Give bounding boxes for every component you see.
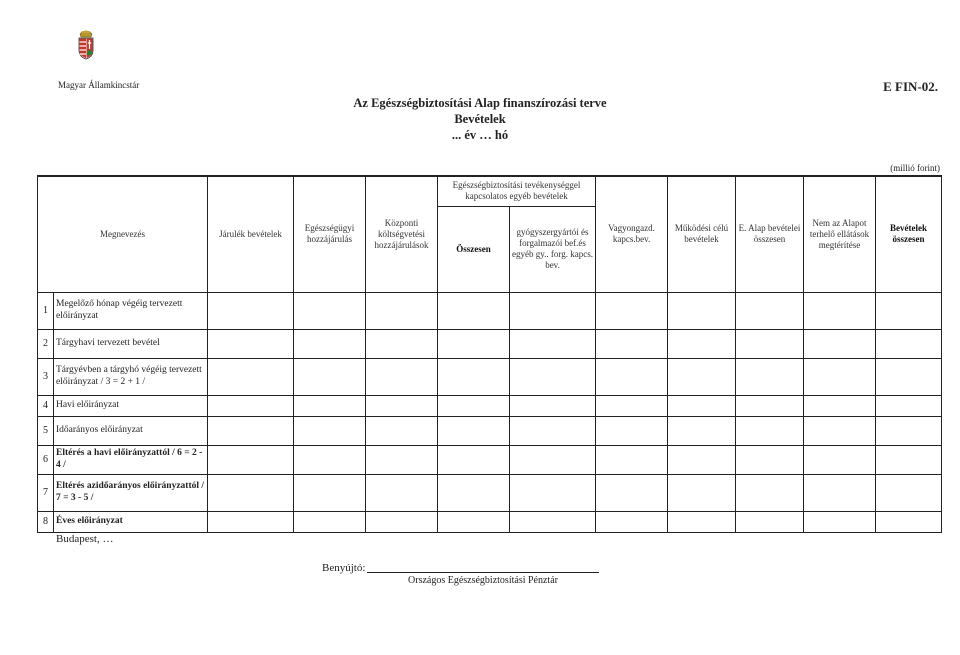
data-cell[interactable] — [510, 358, 596, 395]
data-cell[interactable] — [294, 416, 366, 445]
data-cell[interactable] — [596, 445, 668, 474]
data-cell[interactable] — [438, 416, 510, 445]
col-header-operating: Működési célú bevételek — [668, 176, 736, 292]
data-cell[interactable] — [294, 511, 366, 532]
data-cell[interactable] — [366, 511, 438, 532]
row-label: Eltérés azidőarányos előirányzattól / 7 = 3 - 5 / — [54, 474, 208, 511]
data-cell[interactable] — [208, 329, 294, 358]
data-cell[interactable] — [294, 445, 366, 474]
table-row — [38, 474, 942, 511]
page-title: Az Egészségbiztosítási Alap finanszírozási terve — [353, 96, 607, 110]
table-row — [38, 395, 942, 416]
data-cell[interactable] — [208, 474, 294, 511]
data-cell[interactable] — [294, 395, 366, 416]
data-cell[interactable] — [366, 395, 438, 416]
data-cell[interactable] — [510, 445, 596, 474]
data-cell[interactable] — [596, 511, 668, 532]
data-cell[interactable] — [736, 474, 804, 511]
data-cell[interactable] — [510, 329, 596, 358]
data-cell[interactable] — [804, 445, 876, 474]
data-cell[interactable] — [366, 474, 438, 511]
data-cell[interactable] — [736, 445, 804, 474]
data-cell[interactable] — [208, 358, 294, 395]
revenue-table — [37, 175, 942, 533]
data-cell[interactable] — [366, 292, 438, 329]
col-header-pharma: gyógyszergyártói és forgalmazói bef.és egyéb gy.. forg. kapcs. bev. — [510, 206, 596, 292]
row-label: Havi előirányzat — [54, 395, 208, 416]
period-line: ... év … hó — [451, 128, 509, 142]
data-cell[interactable] — [596, 292, 668, 329]
form-code: E FIN-02. — [883, 79, 938, 94]
data-cell[interactable] — [366, 358, 438, 395]
data-cell[interactable] — [438, 511, 510, 532]
data-cell[interactable] — [876, 329, 942, 358]
col-header-fund-total: E. Alap bevételei összesen — [736, 176, 804, 292]
data-cell[interactable] — [208, 395, 294, 416]
data-cell[interactable] — [736, 395, 804, 416]
row-number: 1 — [38, 292, 54, 329]
data-cell[interactable] — [668, 329, 736, 358]
col-header-contributions: Járulék bevételek — [208, 176, 294, 292]
data-cell[interactable] — [366, 445, 438, 474]
col-header-other-revenue-group: Egészségbiztosítási tevékenységgel kapcsolatos egyéb bevételek — [438, 176, 596, 206]
row-number: 8 — [38, 511, 54, 532]
data-cell[interactable] — [668, 445, 736, 474]
col-header-non-fund: Nem az Alapot terhelő ellátások megtérítése — [804, 176, 876, 292]
data-cell[interactable] — [294, 329, 366, 358]
data-cell[interactable] — [510, 395, 596, 416]
row-label: Tárgyhavi tervezett bevétel — [54, 329, 208, 358]
data-cell[interactable] — [876, 445, 942, 474]
table-row — [38, 511, 942, 532]
col-header-central-budget: Központi költségvetési hozzájárulások — [366, 176, 438, 292]
data-cell[interactable] — [804, 511, 876, 532]
data-cell[interactable] — [668, 358, 736, 395]
data-cell[interactable] — [208, 511, 294, 532]
organization-name: Országos Egészségbiztosítási Pénztár — [408, 575, 558, 586]
hungarian-coat-of-arms-icon — [76, 28, 96, 60]
row-number: 3 — [38, 358, 54, 395]
data-cell[interactable] — [876, 474, 942, 511]
data-cell[interactable] — [294, 474, 366, 511]
data-cell[interactable] — [510, 416, 596, 445]
data-cell[interactable] — [438, 445, 510, 474]
data-cell[interactable] — [736, 292, 804, 329]
data-cell[interactable] — [804, 416, 876, 445]
data-cell[interactable] — [510, 292, 596, 329]
data-cell[interactable] — [208, 416, 294, 445]
row-number: 4 — [38, 395, 54, 416]
data-cell[interactable] — [294, 292, 366, 329]
col-header-group-total: Összesen — [438, 206, 510, 292]
data-cell[interactable] — [438, 329, 510, 358]
data-cell[interactable] — [596, 358, 668, 395]
data-cell[interactable] — [510, 474, 596, 511]
row-number: 5 — [38, 416, 54, 445]
signature-line — [367, 572, 599, 573]
table-row — [38, 416, 942, 445]
col-header-name: Megnevezés — [38, 176, 208, 292]
data-cell[interactable] — [208, 292, 294, 329]
data-cell[interactable] — [736, 358, 804, 395]
data-cell[interactable] — [668, 511, 736, 532]
data-cell[interactable] — [438, 358, 510, 395]
data-cell[interactable] — [294, 358, 366, 395]
place-date: Budapest, … — [56, 533, 114, 545]
table-row — [38, 329, 942, 358]
row-number: 6 — [38, 445, 54, 474]
data-cell[interactable] — [366, 416, 438, 445]
data-cell[interactable] — [438, 292, 510, 329]
data-cell[interactable] — [438, 395, 510, 416]
table-row — [38, 292, 942, 329]
data-cell[interactable] — [804, 474, 876, 511]
data-cell[interactable] — [596, 395, 668, 416]
data-cell[interactable] — [438, 474, 510, 511]
table-row — [38, 445, 942, 474]
col-header-property: Vagyongazd. kapcs.bev. — [596, 176, 668, 292]
treasury-name: Magyar Államkincstár — [58, 80, 140, 90]
row-number: 7 — [38, 474, 54, 511]
col-header-health-contribution: Egészségügyi hozzájárulás — [294, 176, 366, 292]
data-cell[interactable] — [668, 292, 736, 329]
data-cell[interactable] — [596, 416, 668, 445]
row-label: Eltérés a havi előirányzattól / 6 = 2 - 4 / — [54, 445, 208, 474]
data-cell[interactable] — [804, 329, 876, 358]
row-label: Éves előirányzat — [54, 511, 208, 532]
data-cell[interactable] — [804, 292, 876, 329]
data-cell[interactable] — [804, 358, 876, 395]
data-cell[interactable] — [208, 445, 294, 474]
data-cell[interactable] — [366, 329, 438, 358]
data-cell[interactable] — [668, 474, 736, 511]
data-cell[interactable] — [876, 395, 942, 416]
row-label: Tárgyévben a tárgyhó végéig tervezett előirányzat / 3 = 2 + 1 / — [54, 358, 208, 395]
data-cell[interactable] — [804, 395, 876, 416]
col-header-grand-total: Bevételek összesen — [876, 176, 942, 292]
data-cell[interactable] — [736, 511, 804, 532]
data-cell[interactable] — [668, 416, 736, 445]
data-cell[interactable] — [876, 358, 942, 395]
data-cell[interactable] — [876, 511, 942, 532]
data-cell[interactable] — [876, 292, 942, 329]
data-cell[interactable] — [736, 416, 804, 445]
data-cell[interactable] — [596, 474, 668, 511]
row-label: Megelőző hónap végéig tervezett előirányzat — [54, 292, 208, 329]
data-cell[interactable] — [668, 395, 736, 416]
data-cell[interactable] — [736, 329, 804, 358]
data-cell[interactable] — [510, 511, 596, 532]
page-subtitle: Bevételek — [454, 112, 506, 126]
data-cell[interactable] — [596, 329, 668, 358]
data-cell[interactable] — [876, 416, 942, 445]
unit-label: (millió forint) — [890, 163, 940, 173]
row-label: Időarányos előirányzat — [54, 416, 208, 445]
submitter-label: Benyújtó: — [322, 562, 366, 574]
row-number: 2 — [38, 329, 54, 358]
table-row — [38, 358, 942, 395]
